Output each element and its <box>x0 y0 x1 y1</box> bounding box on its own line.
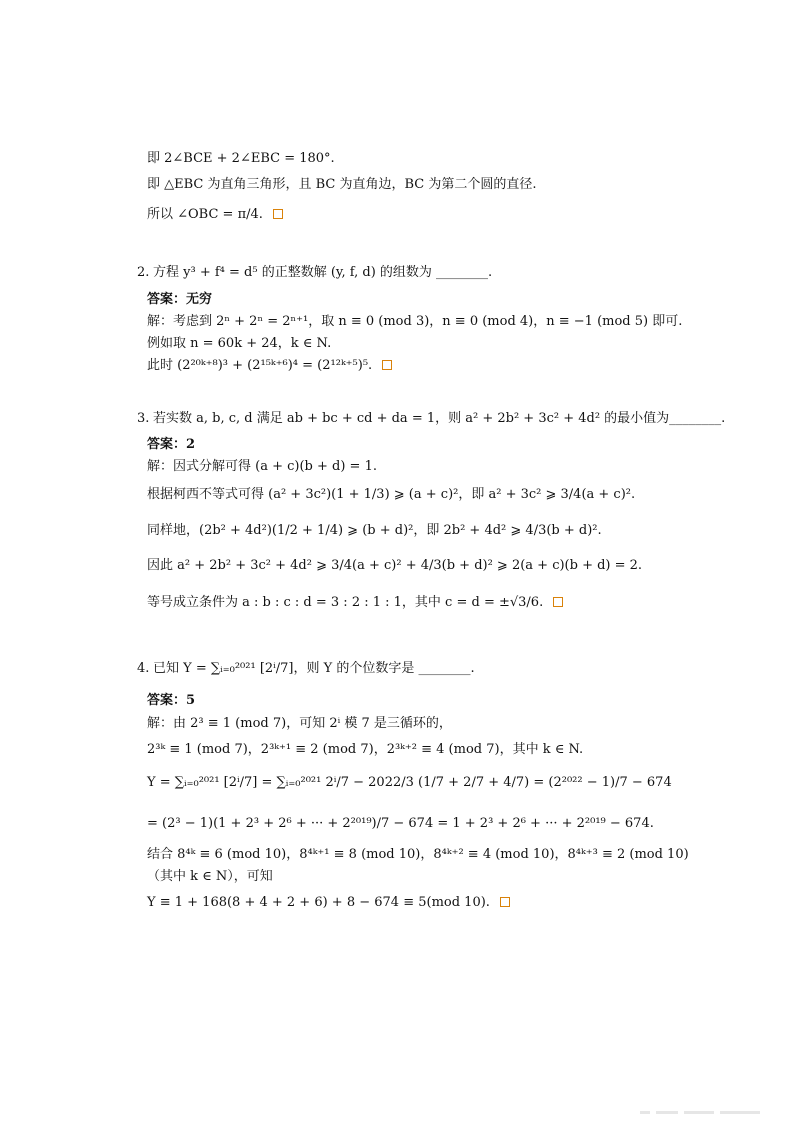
question-3-solution-1: 解：因式分解可得 (a + c)(b + d) = 1. <box>147 459 377 474</box>
scan-watermark <box>640 1103 780 1113</box>
prev-proof-line-2: 即 △EBC 为直角三角形，且 BC 为直角边，BC 为第二个圆的直径. <box>147 177 537 192</box>
question-4-solution-1: 解：由 2³ ≡ 1 (mod 7)，可知 2ⁱ 模 7 是三循环的， <box>147 716 452 731</box>
qed-icon <box>553 597 563 607</box>
question-2-solution-1: 解：考虑到 2ⁿ + 2ⁿ = 2ⁿ⁺¹，取 n ≡ 0 (mod 3)，n ≡ 0 (mod 4)，n ≡ −1 (mod 5) 即可. <box>147 314 683 329</box>
question-4-solution-5: 结合 8⁴ᵏ ≡ 6 (mod 10)，8⁴ᵏ⁺¹ ≡ 8 (mod 10)，8⁴ᵏ⁺² ≡ 4 (mod 10)，8⁴ᵏ⁺³ ≡ 2 (mod 10) <box>147 847 689 862</box>
prev-proof-line-3 <box>147 206 283 224</box>
question-2-solution-3 <box>147 357 392 375</box>
question-3-solution-5-text: 等号成立条件为 a : b : c : d = 3 : 2 : 1 : 1，其中 c = d = ±√3/6. <box>147 595 544 610</box>
question-3-text: 若实数 a, b, c, d 满足 ab + bc + cd + da = 1，则 a² + 2b² + 3c² + 4d² 的最小值为________. <box>153 411 726 426</box>
question-4-solution-3: Y = ∑ᵢ₌₀²⁰²¹ [2ⁱ/7] = ∑ᵢ₌₀²⁰²¹ 2ⁱ/7 − 2022/3 (1/7 + 2/7 + 4/7) = (2²⁰²² − 1)/7 − 674 <box>147 775 672 790</box>
question-3-solution-4: 因此 a² + 2b² + 3c² + 4d² ⩾ 3/4(a + c)² + 4/3(b + d)² ⩾ 2(a + c)(b + d) = 2. <box>147 558 643 573</box>
qed-icon <box>500 897 510 907</box>
prev-proof-conclusion: 所以 ∠OBC = π/4. <box>147 207 263 222</box>
question-3-solution-2: 根据柯西不等式可得 (a² + 3c²)(1 + 1/3) ⩾ (a + c)²，即 a² + 3c² ⩾ 3/4(a + c)². <box>147 487 636 502</box>
question-2-answer: 答案：无穷 <box>147 292 213 307</box>
question-4-text: 已知 Y = ∑ᵢ₌₀²⁰²¹ [2ⁱ/7]，则 Y 的个位数字是 ________. <box>153 661 475 676</box>
qed-icon <box>382 360 392 370</box>
prev-proof-line-1: 即 2∠BCE + 2∠EBC = 180°. <box>147 151 335 166</box>
question-4-solution-4: = (2³ − 1)(1 + 2³ + 2⁶ + ··· + 2²⁰¹⁹)/7 − 674 = 1 + 2³ + 2⁶ + ··· + 2²⁰¹⁹ − 674. <box>147 816 654 831</box>
question-2-number: 2. <box>137 265 150 280</box>
question-3-answer: 答案：2 <box>147 437 196 452</box>
question-4-answer: 答案：5 <box>147 693 196 708</box>
question-4-solution-7-text: Y ≡ 1 + 168(8 + 4 + 2 + 6) + 8 − 674 ≡ 5(mod 10). <box>147 895 490 910</box>
question-3-number: 3. <box>137 411 150 426</box>
question-2-text: 方程 y³ + f⁴ = d⁵ 的正整数解 (y, f, d) 的组数为 ________. <box>153 265 493 280</box>
question-2-solution-3-text: 此时 (2²⁰ᵏ⁺⁸)³ + (2¹⁵ᵏ⁺⁶)⁴ = (2¹²ᵏ⁺⁵)⁵. <box>147 358 373 373</box>
question-3-solution-5 <box>147 594 563 612</box>
question-4-solution-7 <box>147 894 510 912</box>
question-4-number: 4. <box>137 661 150 676</box>
question-4-solution-6: （其中 k ∈ N），可知 <box>147 869 273 884</box>
question-2-solution-2: 例如取 n = 60k + 24，k ∈ N. <box>147 336 332 351</box>
qed-icon <box>273 209 283 219</box>
question-4-solution-2: 2³ᵏ ≡ 1 (mod 7)，2³ᵏ⁺¹ ≡ 2 (mod 7)，2³ᵏ⁺² ≡ 4 (mod 7)，其中 k ∈ N. <box>147 742 584 757</box>
question-3-solution-3: 同样地，(2b² + 4d²)(1/2 + 1/4) ⩾ (b + d)²，即 2b² + 4d² ⩾ 4/3(b + d)². <box>147 523 602 538</box>
